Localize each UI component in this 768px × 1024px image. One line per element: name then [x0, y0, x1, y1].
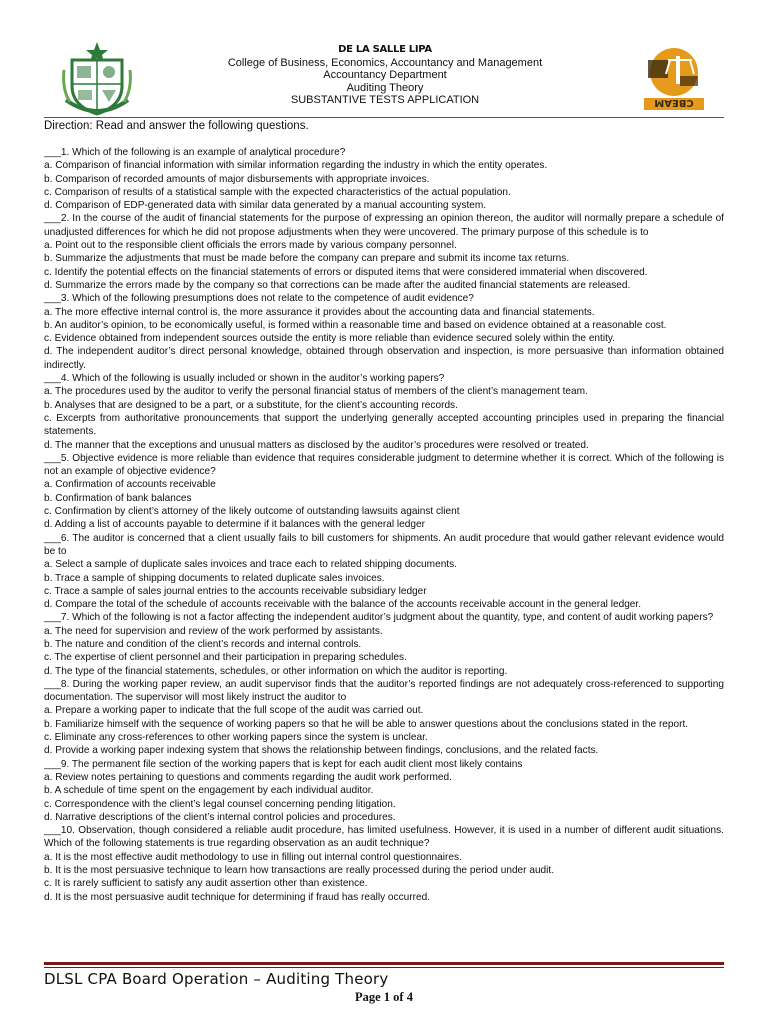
header-divider	[44, 117, 724, 118]
question-line: ___2. In the course of the audit of financial statements for the purpose of expressing an opinion thereon, the auditor will normally prepare a schedule of unadjusted differences for which he did not propose adjustments when they were uncovered. The primary purpose of this schedule is to	[44, 213, 724, 238]
choice-line: d. Compare the total of the schedule of accounts receivable with the balance of the accounts receivable account in the general ledger.	[44, 599, 642, 611]
choice-line: d. Narrative descriptions of the client’s internal control policies and procedures.	[44, 811, 396, 823]
choice-line: b. The nature and condition of the client’s records and internal controls.	[44, 638, 362, 650]
department-name: Accountancy Department	[323, 69, 447, 81]
document-header	[0, 40, 768, 120]
college-logo-text: CBEAM	[654, 97, 694, 108]
subject-name: Auditing Theory	[346, 81, 424, 94]
question-line: ___6. The auditor is concerned that a client usually fails to bill customers for shipments. An audit procedure that would gather relevant evidence would be to	[44, 532, 724, 557]
choice-line: c. Trace a sample of sales journal entries to the accounts receivable subsidiary ledger	[44, 585, 427, 597]
footer-title: DLSL CPA Board Operation – Auditing Theory	[44, 970, 389, 988]
choice-line: c. Evidence obtained from independent sources outside the entity is more reliable than evidence secured solely within the entity.	[44, 333, 616, 345]
choice-line: a. Comparison of financial information with similar information regarding the industry in which the entity operates.	[44, 160, 548, 172]
choice-line: d. Summarize the errors made by the company so that corrections can be made after the audited financial statements are released.	[44, 279, 631, 291]
choice-line: d. The independent auditor’s direct personal knowledge, obtained through observation and inspection, is more persuasive than information obtained indirectly.	[44, 346, 724, 371]
choice-line: a. It is the most effective audit methodology to use in filling out internal control questionnaires.	[44, 851, 462, 863]
question-line: ___10. Observation, though considered a reliable audit procedure, has limited usefulness. However, it is used in a number of different audit situations. Which of the following statements is true regarding observation as an audit technique?	[44, 825, 724, 850]
choice-line: a. Prepare a working paper to indicate that the full scope of the audit was carried out.	[44, 705, 424, 717]
choice-line: b. Familiarize himself with the sequence of working papers so that he will be able to answer questions about the conclusions stated in the report.	[44, 718, 689, 730]
header-text-block	[150, 44, 620, 107]
choice-line: c. It is rarely sufficient to satisfy any audit assertion other than existence.	[44, 878, 368, 890]
school-name: DE LA SALLE LIPA	[338, 44, 432, 55]
choice-line: b. Trace a sample of shipping documents to related duplicate sales invoices.	[44, 572, 385, 584]
choice-line: c. Confirmation by client’s attorney of the likely outcome of outstanding lawsuits against client	[44, 506, 460, 518]
direction-text: Direction: Read and answer the following questions.	[44, 120, 309, 132]
choice-line: c. Excerpts from authoritative pronouncements that support the underlying generally accepted accounting principles used in preparing the financial statements.	[44, 412, 724, 438]
choice-line: b. Analyses that are designed to be a part, or a substitute, for the client’s accounting records.	[44, 399, 458, 411]
choice-line: b. A schedule of time spent on the engagement by each individual auditor.	[44, 785, 374, 797]
school-seal-logo	[62, 40, 132, 118]
choice-line: a. Confirmation of accounts receivable	[44, 479, 216, 491]
choice-line: d. Provide a working paper indexing system that shows the relationship between findings, conclusions, and the related facts.	[44, 745, 599, 757]
document-title: SUBSTANTIVE TESTS APPLICATION	[290, 94, 480, 106]
choice-line: c. Identify the potential effects on the financial statements of errors or disputed items that were considered immaterial when discovered.	[44, 266, 648, 278]
choice-line: a. The procedures used by the auditor to verify the personal financial status of members of the client’s management team.	[44, 386, 588, 398]
footer-rule-thin	[44, 967, 724, 968]
choice-line: d. Comparison of EDP-generated data with similar data generated by a manual accounting system.	[44, 200, 487, 212]
choice-line: c. Comparison of results of a statistical sample with the expected characteristics of the actual population.	[44, 186, 511, 198]
choice-line: d. Adding a list of accounts payable to determine if it balances with the general ledger	[44, 519, 425, 531]
question-line: ___1. Which of the following is an example of analytical procedure?	[44, 147, 346, 158]
page-number: Page 1 of 4	[355, 990, 413, 1004]
choice-line: a. The more effective internal control is, the more assurance it provides about the accounting data and financial statements.	[44, 306, 595, 318]
choice-line: c. The expertise of client personnel and their participation in preparing schedules.	[44, 652, 407, 664]
choice-line: a. Point out to the responsible client officials the errors made by various company personnel.	[44, 240, 457, 252]
question-line: ___9. The permanent file section of the working papers that is kept for each audit client most likely contains	[44, 758, 523, 770]
questions-body	[44, 146, 724, 904]
choice-line: c. Eliminate any cross-references to other working papers since the system is unclear.	[44, 732, 428, 744]
choice-line: b. Comparison of recorded amounts of major disbursements with appropriate invoices.	[44, 173, 430, 185]
college-logo	[640, 46, 708, 112]
choice-line: a. The need for supervision and review of the work performed by assistants.	[44, 625, 383, 637]
question-line: ___4. Which of the following is usually included or shown in the auditor’s working papers?	[44, 373, 445, 385]
question-line: ___7. Which of the following is not a factor affecting the independent auditor’s judgment about the quantity, type, and content of audit working papers?	[44, 612, 714, 624]
footer-rule-thick	[44, 962, 724, 965]
choice-line: d. It is the most persuasive audit technique for determining if fraud has really occurred.	[44, 891, 431, 903]
choice-line: b. Summarize the adjustments that must be made before the company can prepare and submit its income tax returns.	[44, 253, 570, 265]
choice-line: b. Confirmation of bank balances	[44, 492, 192, 504]
choice-line: d. The type of the financial statements, schedules, or other information on which the auditor is reporting.	[44, 665, 508, 677]
choice-line: a. Review notes pertaining to questions and comments regarding the audit work performed.	[44, 771, 452, 783]
choice-line: c. Correspondence with the client’s legal counsel concerning pending litigation.	[44, 798, 396, 810]
choice-line: a. Select a sample of duplicate sales invoices and trace each to related shipping documents.	[44, 559, 457, 571]
choice-line: b. It is the most persuasive technique to learn how transactions are really processed during the period under audit.	[44, 865, 555, 877]
choice-line: d. The manner that the exceptions and unusual matters as disclosed by the auditor’s procedures were resolved or treated.	[44, 439, 589, 451]
question-line: ___8. During the working paper review, an audit supervisor finds that the auditor’s reported findings are not adequately cross-referenced to supporting documentation. The supervisor will most likely instruct the auditor to	[44, 678, 724, 704]
choice-line: b. An auditor’s opinion, to be economically useful, is formed within a reasonable time and based on evidence obtained at a reasonable cost.	[44, 319, 667, 331]
question-line: ___5. Objective evidence is more reliable than evidence that requires considerable judgment to determine whether it is correct. Which of the following is not an example of objective evidence?	[44, 452, 724, 478]
question-line: ___3. Which of the following presumptions does not relate to the competence of audit evidence?	[44, 293, 474, 305]
college-name: College of Business, Economics, Accountancy and Management	[227, 56, 543, 69]
